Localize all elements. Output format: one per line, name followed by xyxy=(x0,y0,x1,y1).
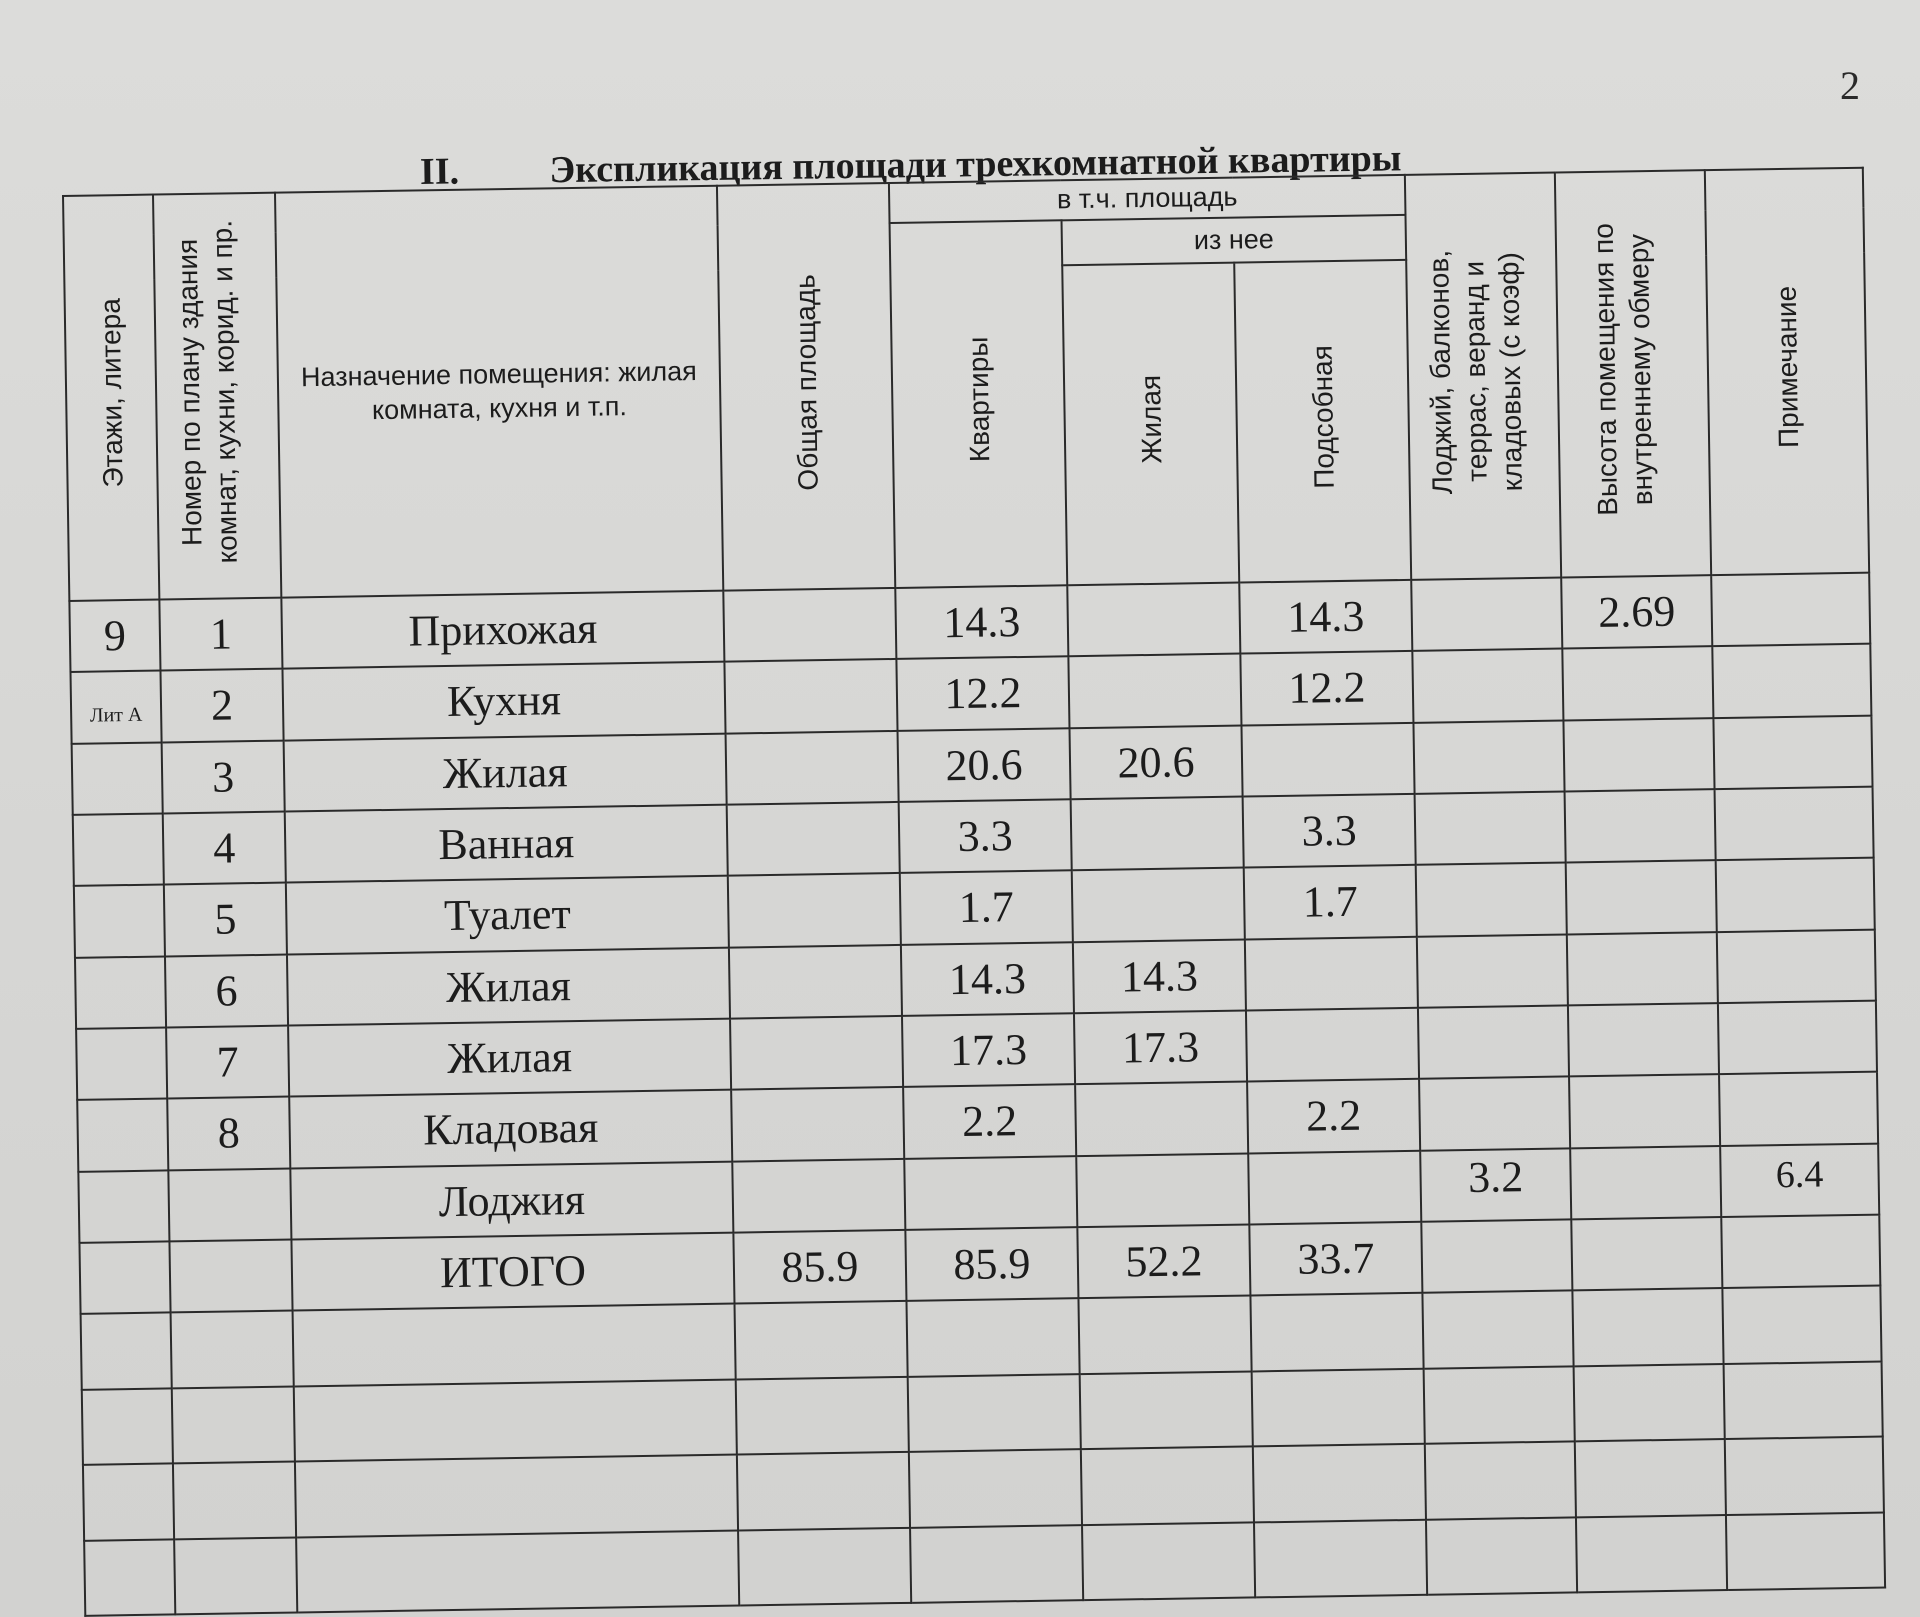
header-room-number: Номер по плану здания комнат, кухни, корид. и пр. xyxy=(153,193,281,600)
cell-room-number: 4 xyxy=(163,812,286,885)
cell-room-number: 5 xyxy=(164,883,287,956)
section-number: II. xyxy=(419,150,460,193)
header-floor: Этажи, литера xyxy=(63,195,159,601)
cell-apartment-area: 14.3 xyxy=(895,585,1068,659)
cell-height xyxy=(1571,1217,1722,1291)
cell-apartment-area xyxy=(904,1156,1077,1230)
cell-floor xyxy=(76,1027,167,1100)
cell-living-area xyxy=(1076,1153,1249,1227)
cell-note xyxy=(1721,1215,1880,1289)
cell-height xyxy=(1563,718,1714,792)
cell-room-name: Лоджия xyxy=(290,1161,733,1239)
cell-height xyxy=(1569,1074,1720,1148)
header-apartment: Квартиры xyxy=(890,220,1068,588)
cell-total-area xyxy=(728,873,901,947)
cell-aux-area: 3.3 xyxy=(1243,794,1416,868)
header-purpose: Назначение помещения: жилая комната, кухня и т.п. xyxy=(275,186,723,598)
cell-apartment-area: 17.3 xyxy=(902,1013,1075,1087)
cell-loggia-area xyxy=(1419,1077,1570,1151)
cell-note xyxy=(1715,787,1874,861)
cell-room-name: Кладовая xyxy=(289,1090,732,1168)
cell-loggia-area xyxy=(1413,720,1564,794)
cell-floor: Лит А xyxy=(70,671,161,744)
cell-apartment-area: 12.2 xyxy=(896,657,1069,731)
cell-room-name: Жилая xyxy=(288,1019,731,1097)
cell-height xyxy=(1565,789,1716,863)
cell-apartment-area: 3.3 xyxy=(899,799,1072,873)
cell-loggia-area xyxy=(1417,934,1568,1008)
cell-floor xyxy=(72,742,163,815)
title-text: Экспликация площади трехкомнатной квартиры xyxy=(549,137,1402,192)
cell-aux-area xyxy=(1246,1008,1419,1082)
cell-aux-area: 1.7 xyxy=(1244,865,1417,939)
cell-room-number: 1 xyxy=(159,598,282,671)
cell-total-area xyxy=(730,1016,903,1090)
cell-aux-area: 33.7 xyxy=(1249,1222,1422,1296)
cell-floor xyxy=(79,1241,170,1314)
cell-total-area xyxy=(727,802,900,876)
cell-total-area xyxy=(724,659,897,733)
cell-living-area xyxy=(1071,797,1244,871)
header-auxiliary: Подсобная xyxy=(1234,260,1411,583)
cell-note xyxy=(1713,715,1872,789)
cell-room-name: Кухня xyxy=(282,662,725,740)
cell-height: 2.69 xyxy=(1561,575,1712,649)
cell-living-area: 14.3 xyxy=(1073,939,1246,1013)
cell-floor xyxy=(75,956,166,1029)
cell-living-area: 20.6 xyxy=(1069,725,1242,799)
cell-apartment-area: 2.2 xyxy=(903,1084,1076,1158)
cell-apartment-area: 20.6 xyxy=(898,728,1071,802)
header-loggias: Лоджий, балконов, террас, веранд и кладовых (с коэф) xyxy=(1405,173,1561,580)
cell-room-number: 3 xyxy=(162,740,285,813)
header-height: Высота помещения по внутреннему обмеру xyxy=(1555,170,1711,577)
cell-room-name: Туалет xyxy=(286,876,729,954)
cell-height xyxy=(1568,1003,1719,1077)
cell-room-number: 2 xyxy=(160,669,283,742)
cell-note xyxy=(1718,1001,1877,1075)
cell-floor: 9 xyxy=(69,600,160,673)
cell-note xyxy=(1716,858,1875,932)
header-living: Жилая xyxy=(1062,263,1239,586)
cell-note xyxy=(1717,929,1876,1003)
header-incl-area: в т.ч. площадь xyxy=(889,175,1406,223)
cell-aux-area: 12.2 xyxy=(1240,651,1413,725)
cell-living-area xyxy=(1067,583,1240,657)
cell-note xyxy=(1712,644,1871,718)
header-note: Примечание xyxy=(1705,168,1869,575)
cell-loggia-area xyxy=(1421,1219,1572,1293)
cell-room-number xyxy=(168,1168,291,1241)
cell-floor xyxy=(77,1099,168,1172)
cell-floor xyxy=(73,813,164,886)
cell-aux-area: 14.3 xyxy=(1239,580,1412,654)
cell-floor xyxy=(74,885,165,958)
cell-loggia-area xyxy=(1418,1005,1569,1079)
cell-height xyxy=(1562,646,1713,720)
cell-total-area: 85.9 xyxy=(733,1230,906,1304)
page-number: 2 xyxy=(1840,63,1860,108)
cell-loggia-area xyxy=(1411,577,1562,651)
cell-room-number: 6 xyxy=(165,954,288,1027)
cell-living-area xyxy=(1068,654,1241,728)
cell-note xyxy=(1711,573,1870,647)
header-total-area: Общая площадь xyxy=(717,183,895,591)
cell-loggia-area xyxy=(1412,649,1563,723)
cell-aux-area xyxy=(1248,1150,1421,1224)
cell-room-number: 8 xyxy=(167,1097,290,1170)
cell-total-area xyxy=(726,731,899,805)
header-of-which: из нее xyxy=(1062,215,1407,265)
cell-loggia-area: 3.2 xyxy=(1420,1148,1571,1222)
cell-note: 6.4 xyxy=(1720,1143,1879,1217)
cell-total-area xyxy=(723,588,896,662)
explication-table xyxy=(62,167,1886,1617)
cell-loggia-area xyxy=(1416,863,1567,937)
cell-apartment-area: 85.9 xyxy=(905,1227,1078,1301)
cell-total-area xyxy=(729,945,902,1019)
cell-living-area: 17.3 xyxy=(1074,1010,1247,1084)
cell-living-area xyxy=(1072,868,1245,942)
cell-floor xyxy=(78,1170,169,1243)
cell-room-name: Ванная xyxy=(285,805,728,883)
cell-height xyxy=(1566,860,1717,934)
cell-total-area xyxy=(731,1087,904,1161)
cell-aux-area xyxy=(1241,722,1414,796)
cell-apartment-area: 1.7 xyxy=(900,871,1073,945)
cell-height xyxy=(1570,1146,1721,1220)
cell-room-number xyxy=(169,1239,292,1312)
cell-note xyxy=(1719,1072,1878,1146)
cell-aux-area: 2.2 xyxy=(1247,1079,1420,1153)
cell-aux-area xyxy=(1245,936,1418,1010)
cell-room-name: Жилая xyxy=(284,733,727,811)
cell-living-area: 52.2 xyxy=(1077,1224,1250,1298)
cell-room-number: 7 xyxy=(166,1026,289,1099)
cell-loggia-area xyxy=(1415,791,1566,865)
cell-height xyxy=(1567,932,1718,1006)
cell-room-name: Жилая xyxy=(287,947,730,1025)
cell-living-area xyxy=(1075,1082,1248,1156)
cell-room-name: ИТОГО xyxy=(291,1233,734,1311)
cell-total-area xyxy=(732,1159,905,1233)
cell-apartment-area: 14.3 xyxy=(901,942,1074,1016)
cell-room-name: Прихожая xyxy=(281,591,724,669)
